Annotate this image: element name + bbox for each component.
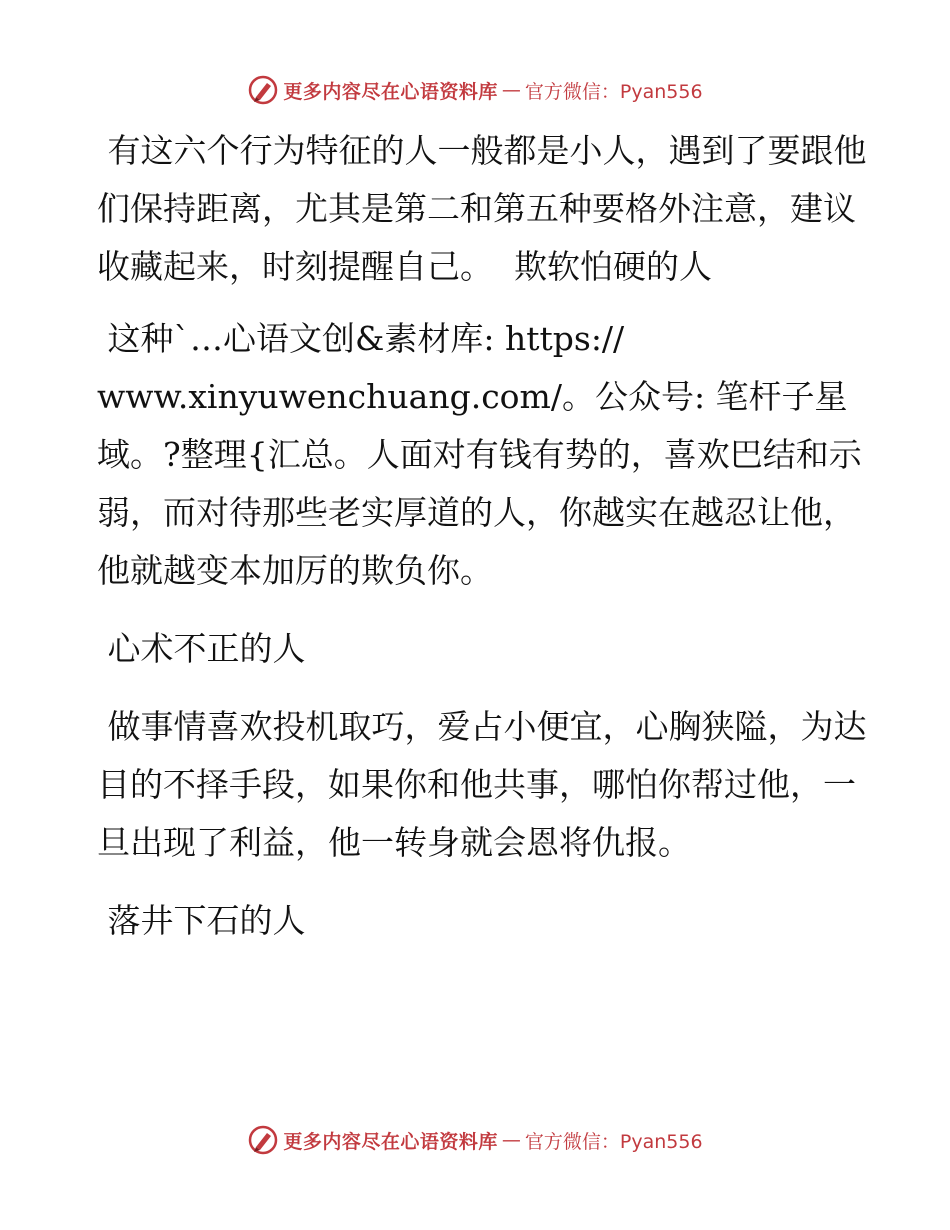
document-body [97, 122, 867, 970]
paragraph-bully: 这种`…心语文创&素材库: https:// www.xinyuwenchuang.com/。公众号: 笔杆子星域。?整理{汇总。人面对有钱有势的，喜欢巴结和示弱，而对待那些老实厚道的人，你越实在越忍让他，他就越变本加厉的欺负你。 [97, 319, 862, 590]
watermark-contact: 官方微信：Pyan556 [524, 1130, 703, 1153]
heading-kick-when-down: 落井下石的人 [97, 901, 306, 940]
watermark-text: 更多内容尽在心语资料库 [283, 1130, 498, 1153]
watermark-separator: — [501, 79, 521, 101]
watermark-separator: — [501, 1129, 521, 1151]
pen-logo-icon [247, 1124, 279, 1156]
watermark-text: 更多内容尽在心语资料库 [283, 80, 498, 103]
heading-dishonest: 心术不正的人 [97, 629, 306, 668]
watermark-contact: 官方微信：Pyan556 [524, 80, 703, 103]
paragraph-intro: 有这六个行为特征的人一般都是小人，遇到了要跟他们保持距离，尤其是第二和第五种要格外注意，建议收藏起来，时刻提醒自己。 欺软怕硬的人 [97, 131, 867, 286]
header-watermark [0, 70, 950, 110]
footer-watermark [0, 1120, 950, 1160]
paragraph-dishonest: 做事情喜欢投机取巧，爱占小便宜，心胸狭隘，为达目的不择手段，如果你和他共事，哪怕你帮过他，一旦出现了利益，他一转身就会恩将仇报。 [97, 707, 867, 862]
pen-logo-icon [247, 74, 279, 106]
